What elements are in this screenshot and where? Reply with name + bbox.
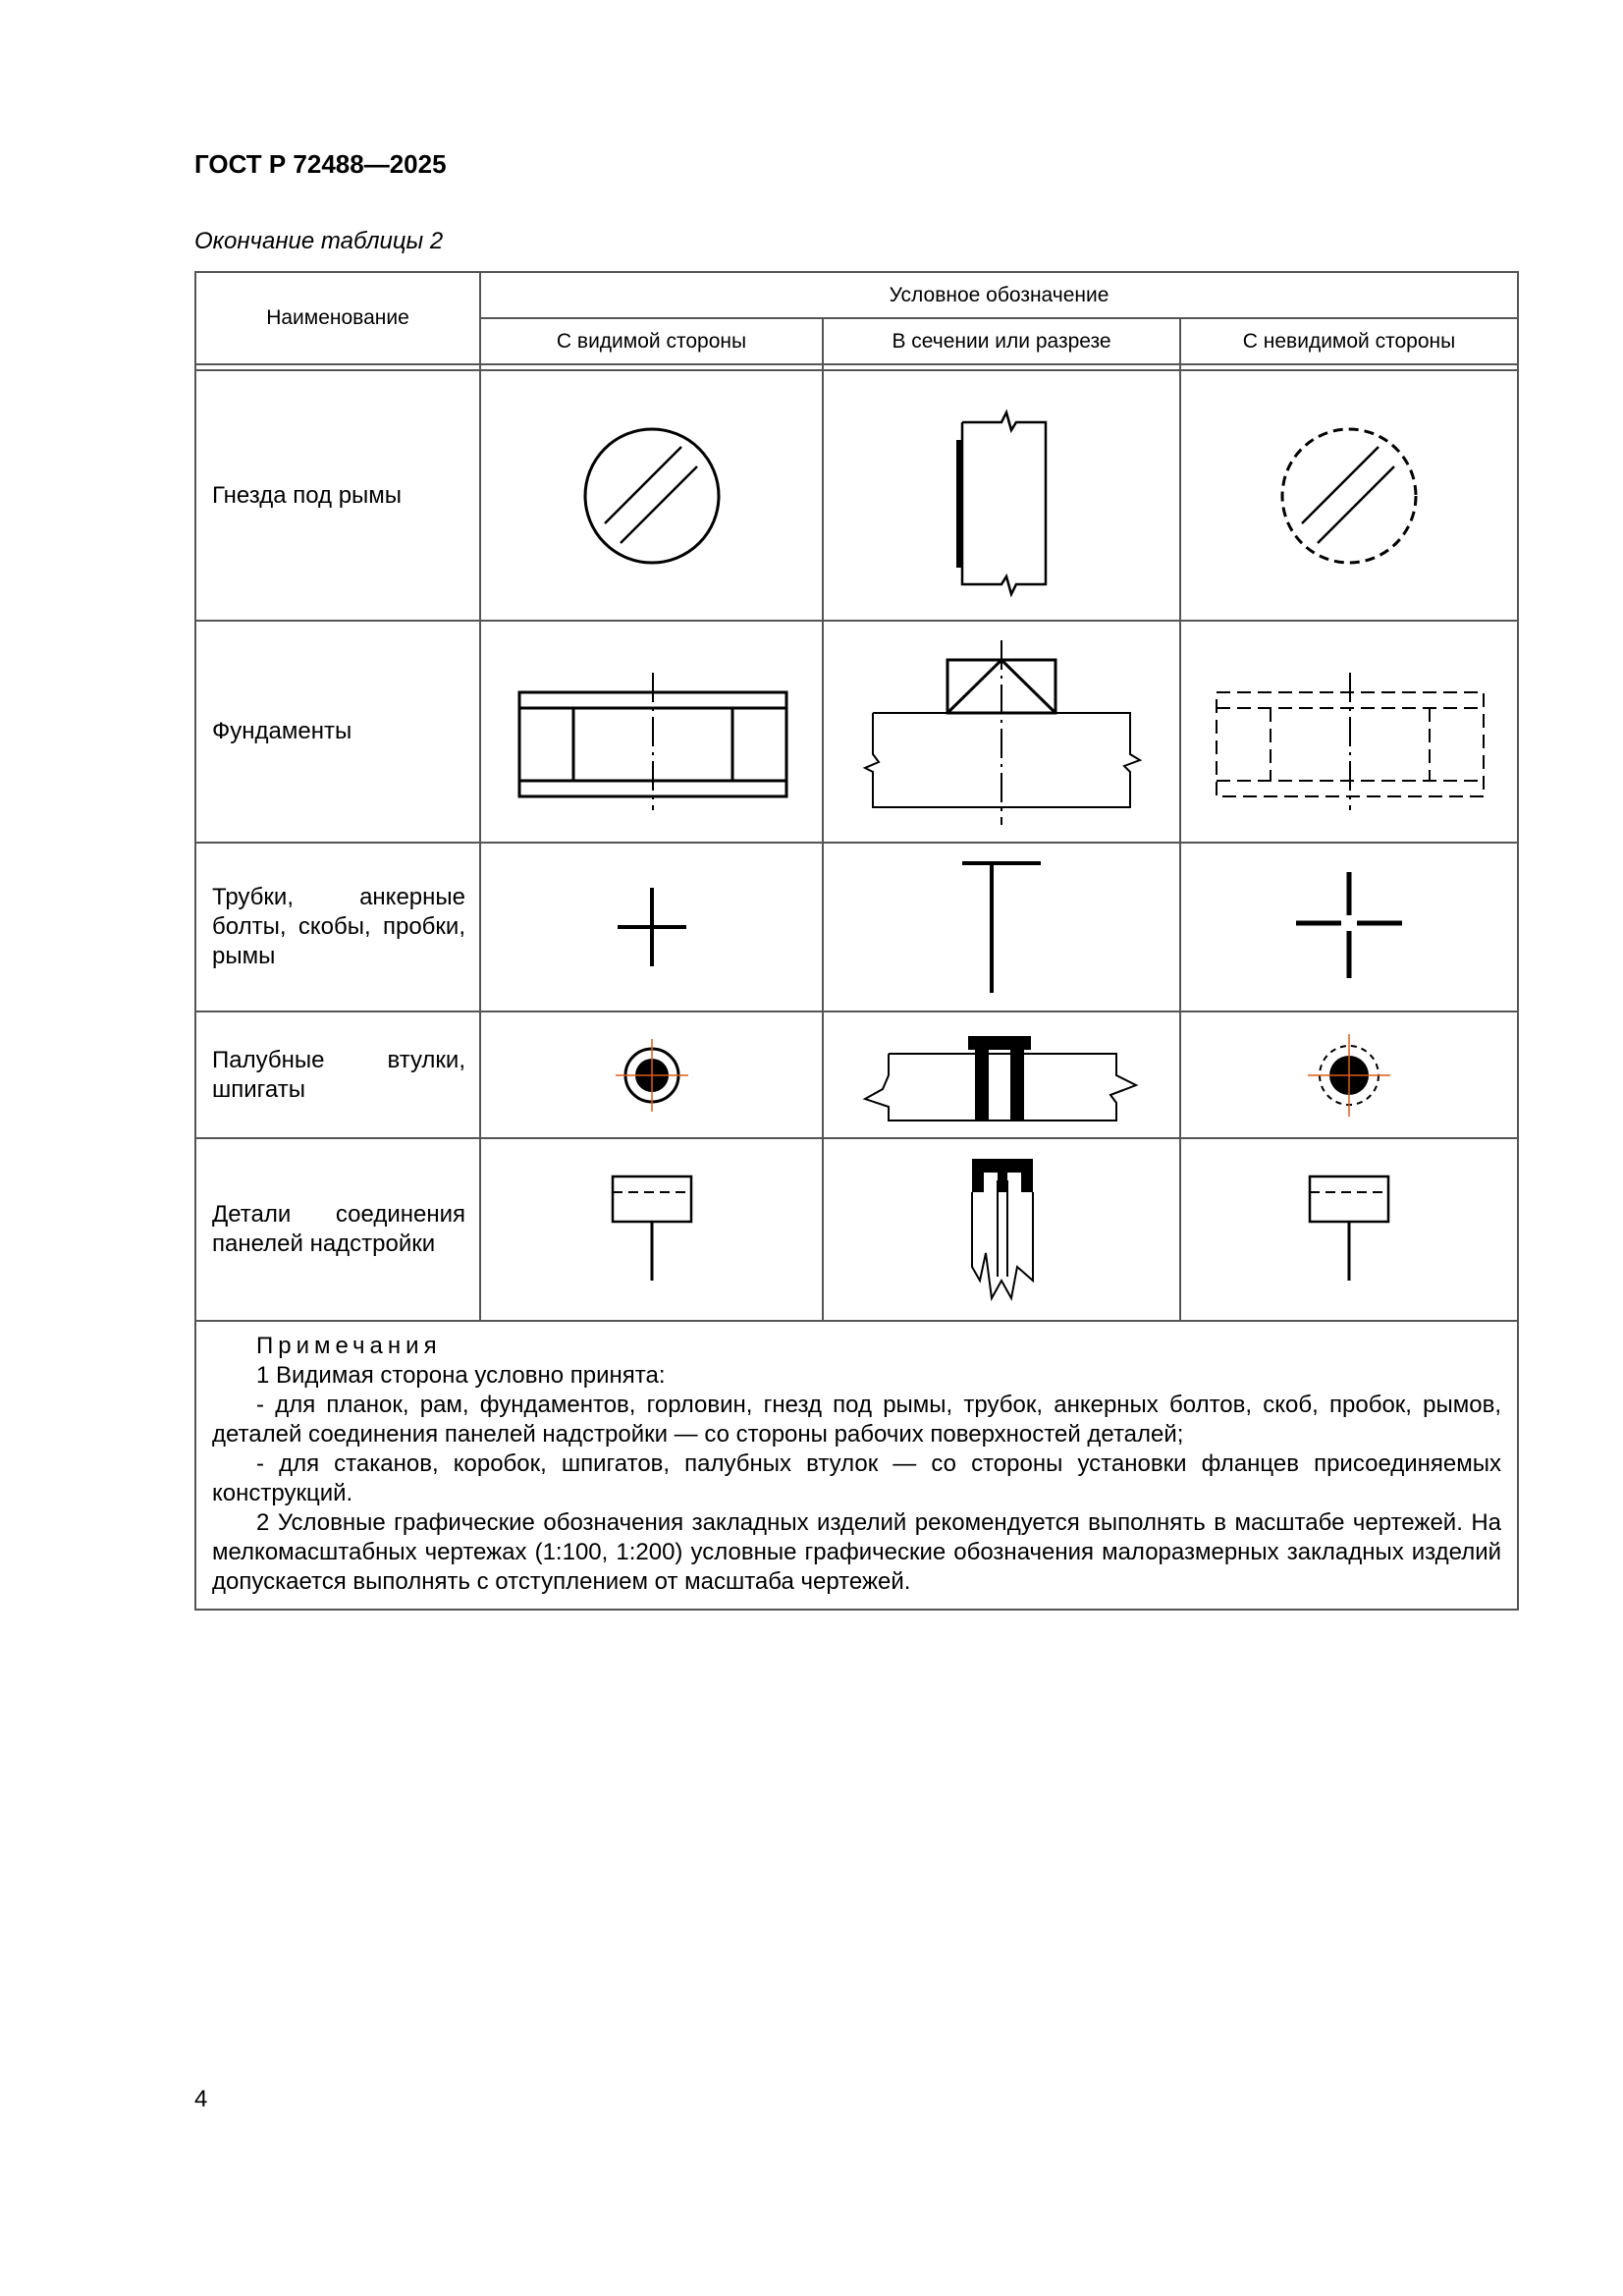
symbol-hidden [1180, 843, 1518, 1011]
foundation-visible-symbol [510, 653, 794, 810]
row-name: Фундаменты [195, 621, 480, 843]
symbols-table [194, 271, 1519, 1611]
row-name: Трубки, анкерные болты, скобы, пробки, рымы [195, 843, 480, 1011]
symbol-visible [480, 1011, 823, 1138]
symbol-hidden [1180, 1138, 1518, 1321]
deck-bushing-visible-symbol [608, 1031, 696, 1120]
panel-joint-visible-symbol [603, 1171, 701, 1288]
header-hidden-side: С невидимой стороны [1180, 318, 1518, 364]
symbol-hidden [1180, 1011, 1518, 1138]
row-name: Палубные втулки, шпигаты [195, 1011, 480, 1138]
symbol-section [823, 1011, 1180, 1138]
row-name: Детали соединения панелей надстройки [195, 1138, 480, 1321]
panel-joint-section-symbol [952, 1151, 1051, 1308]
symbol-visible [480, 1138, 823, 1321]
tube-bolt-hidden-symbol [1290, 868, 1408, 986]
symbol-hidden [1180, 621, 1518, 843]
symbol-hidden [1180, 370, 1518, 621]
note-1a: - для планок, рам, фундаментов, горловин, гнезд под рымы, трубок, анкерных болтов, скоб, пробок, рымов, деталей соединения панелей надстройки — со стороны рабочих поверхностей деталей; [212, 1392, 1502, 1448]
panel-joint-hidden-symbol [1300, 1171, 1398, 1288]
header-symbol-group: Условное обозначение [480, 272, 1518, 318]
header-section: В сечении или разрезе [823, 318, 1180, 364]
symbol-section [823, 843, 1180, 1011]
page-number: 4 [194, 2086, 208, 2112]
deck-bushing-hidden-symbol [1300, 1026, 1398, 1124]
symbol-visible [480, 370, 823, 621]
tube-bolt-visible-symbol [608, 873, 696, 981]
symbol-visible [480, 621, 823, 843]
symbol-section [823, 621, 1180, 843]
table-row [195, 621, 1518, 843]
note-2: 2 Условные графические обозначения закладных изделий рекомендуется выполнять в масштабе чертежей. На мелкомасштабных чертежах (1:100, 1:200) условные графические обозначения малоразмерных закладных изделий допускается выполнять с отступлением от масштаба чертежей. [212, 1509, 1502, 1595]
symbol-section [823, 1138, 1180, 1321]
header-visible-side: С видимой стороны [480, 318, 823, 364]
note-1: 1 Видимая сторона условно принята: [256, 1362, 666, 1389]
notes-title: Примечания [256, 1333, 442, 1359]
eye-socket-section-symbol [933, 393, 1070, 599]
eye-socket-hidden-symbol [1271, 417, 1428, 574]
table-row [195, 370, 1518, 621]
table-row [195, 843, 1518, 1011]
foundation-section-symbol [859, 638, 1144, 825]
table-caption: Окончание таблицы 2 [194, 228, 444, 254]
symbol-section [823, 370, 1180, 621]
note-1b: - для стаканов, коробок, шпигатов, палубных втулок — со стороны установки фланцев присоединяемых конструкций. [212, 1450, 1502, 1506]
foundation-hidden-symbol [1207, 653, 1491, 810]
row-name: Гнезда под рымы [195, 370, 480, 621]
header-name: Наименование [195, 272, 480, 364]
table-row [195, 1138, 1518, 1321]
eye-socket-visible-symbol [573, 417, 730, 574]
symbol-visible [480, 843, 823, 1011]
table-row [195, 1011, 1518, 1138]
document-code: ГОСТ Р 72488—2025 [194, 149, 447, 179]
notes-block [195, 1321, 1518, 1610]
tube-bolt-section-symbol [952, 853, 1051, 1001]
deck-bushing-section-symbol [859, 1026, 1144, 1124]
